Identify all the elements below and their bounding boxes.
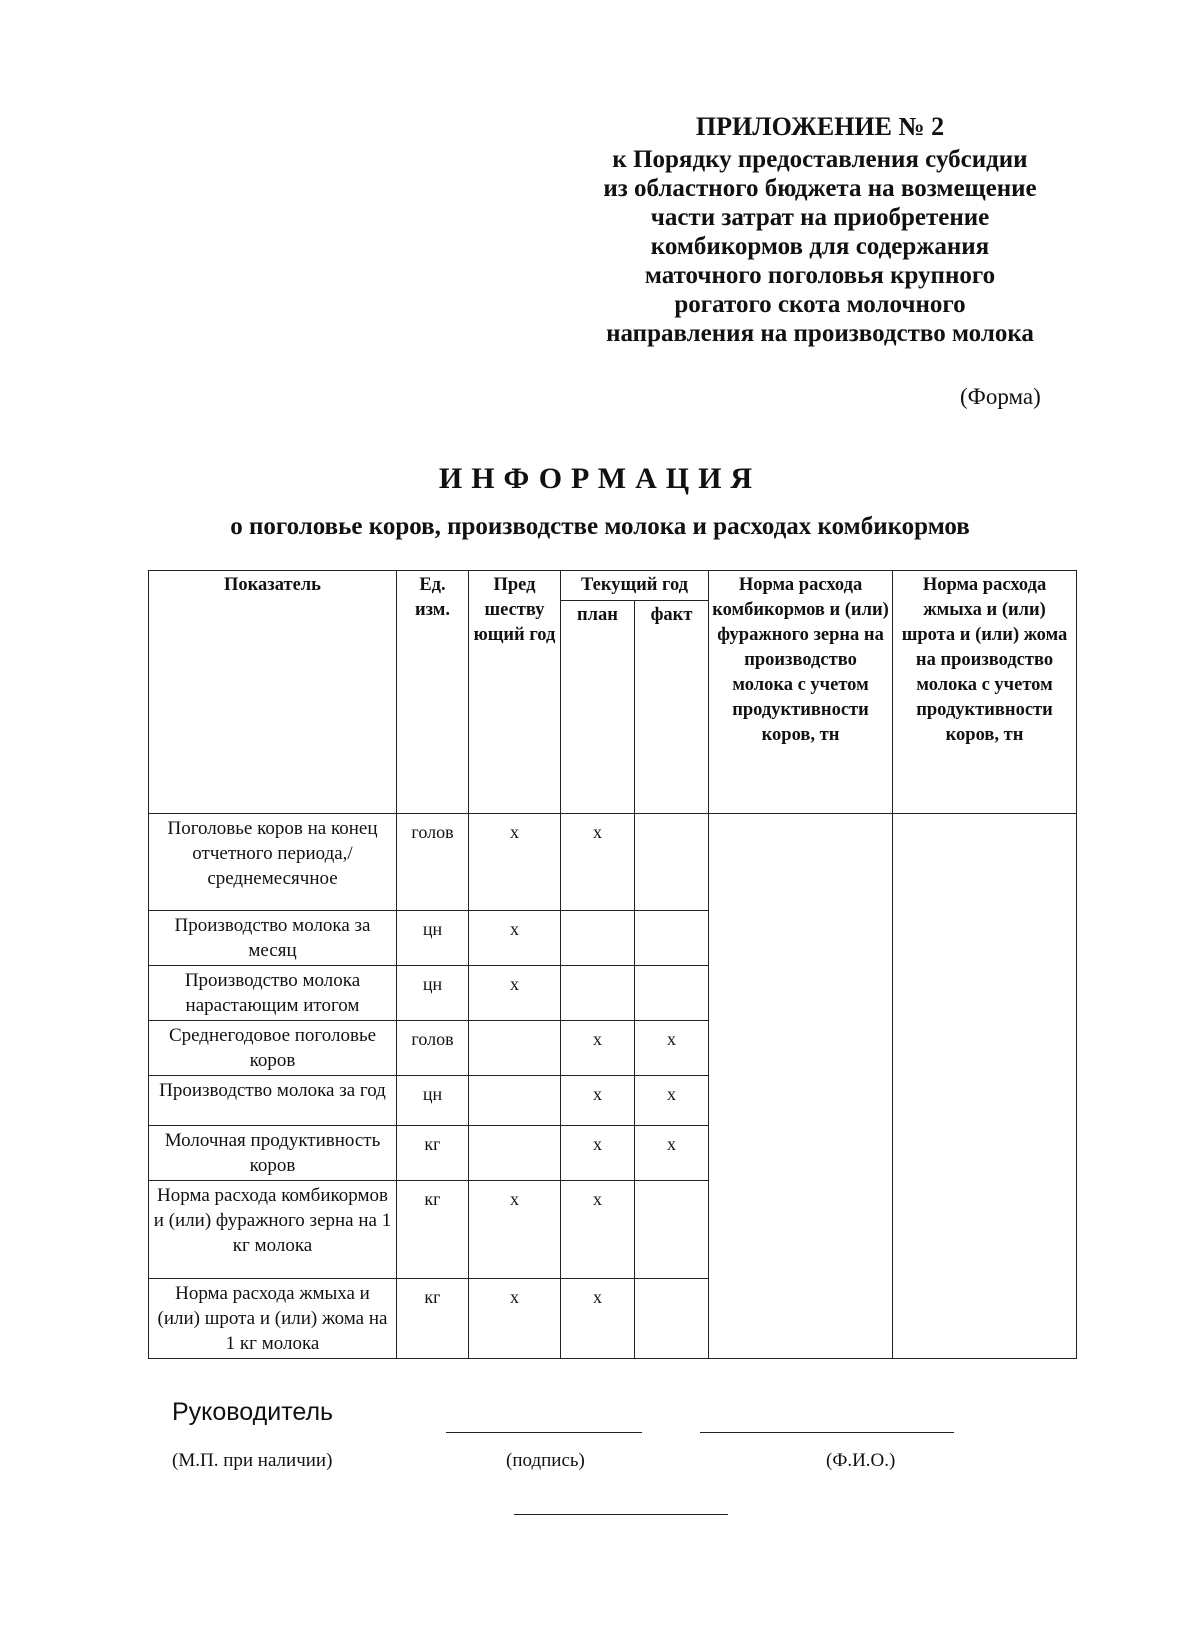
appendix-line: из областного бюджета на возмещение bbox=[603, 175, 1037, 202]
signature-line bbox=[446, 1432, 642, 1433]
date-line bbox=[514, 1514, 728, 1515]
row-fact bbox=[635, 911, 709, 966]
row-plan bbox=[561, 966, 635, 1021]
document-title: ИНФОРМАЦИЯ bbox=[438, 462, 762, 495]
row-previous bbox=[469, 1126, 561, 1181]
row-unit: голов bbox=[397, 814, 469, 911]
row-fact: х bbox=[635, 1021, 709, 1076]
row-plan: х bbox=[561, 1076, 635, 1126]
row-unit: кг bbox=[397, 1181, 469, 1279]
row-indicator: Молочная продуктивность коров bbox=[149, 1126, 397, 1181]
signature-caption: (подпись) bbox=[506, 1450, 585, 1471]
row-fact bbox=[635, 814, 709, 911]
row-indicator: Производство молока нарастающим итогом bbox=[149, 966, 397, 1021]
row-unit: цн bbox=[397, 966, 469, 1021]
row-indicator: Норма расхода комбикормов и (или) фуражного зерна на 1 кг молока bbox=[149, 1181, 397, 1279]
row-plan: х bbox=[561, 1021, 635, 1076]
appendix-line: части затрат на приобретение bbox=[650, 204, 990, 231]
row-previous bbox=[469, 1021, 561, 1076]
row-previous: х bbox=[469, 911, 561, 966]
row-plan: х bbox=[561, 814, 635, 911]
row-indicator: Норма расхода жмыха и (или) шрота и (или) жома на 1 кг молока bbox=[149, 1279, 397, 1359]
appendix-line: к Порядку предоставления субсидии bbox=[612, 146, 1028, 173]
row-previous bbox=[469, 1076, 561, 1126]
row-fact: х bbox=[635, 1126, 709, 1181]
header-norm-feed: Норма расхода комбикормов и (или) фуражного зерна на производство молока с учетом продуктивности коров, тн bbox=[709, 571, 893, 814]
head-label: Руководитель bbox=[172, 1398, 334, 1426]
row-previous: х bbox=[469, 1181, 561, 1279]
row-plan: х bbox=[561, 1279, 635, 1359]
header-current-year: Текущий год bbox=[561, 571, 709, 601]
form-label: (Форма) bbox=[960, 384, 1041, 409]
row-unit: цн bbox=[397, 1076, 469, 1126]
header-row bbox=[149, 571, 1077, 601]
row-fact bbox=[635, 966, 709, 1021]
appendix-line: направления на производство молока bbox=[606, 320, 1034, 347]
row-fact bbox=[635, 1181, 709, 1279]
row-fact: х bbox=[635, 1076, 709, 1126]
header-indicator: Показатель bbox=[149, 571, 397, 814]
header-previous-year: Пред шеству ющий год bbox=[469, 571, 561, 814]
row-indicator: Среднегодовое поголовье коров bbox=[149, 1021, 397, 1076]
header-fact: факт bbox=[635, 601, 709, 814]
row-unit: цн bbox=[397, 911, 469, 966]
stamp-note: (М.П. при наличии) bbox=[172, 1450, 333, 1471]
row-previous: х bbox=[469, 1279, 561, 1359]
table-row bbox=[149, 814, 1077, 911]
row-indicator: Производство молока за месяц bbox=[149, 911, 397, 966]
row-indicator: Производство молока за год bbox=[149, 1076, 397, 1126]
row-plan bbox=[561, 911, 635, 966]
header-unit: Ед. изм. bbox=[397, 571, 469, 814]
row-unit: голов bbox=[397, 1021, 469, 1076]
document-subtitle: о поголовье коров, производстве молока и расходах комбикормов bbox=[230, 513, 970, 540]
name-caption: (Ф.И.О.) bbox=[826, 1450, 896, 1471]
header-plan: план bbox=[561, 601, 635, 814]
header-norm-cake: Норма расхода жмыха и (или) шрота и (или) жома на производство молока с учетом продуктивности коров, тн bbox=[893, 571, 1077, 814]
row-plan: х bbox=[561, 1181, 635, 1279]
row-unit: кг bbox=[397, 1126, 469, 1181]
row-plan: х bbox=[561, 1126, 635, 1181]
norm-feed-cell bbox=[709, 814, 893, 1359]
name-line bbox=[700, 1432, 954, 1433]
row-unit: кг bbox=[397, 1279, 469, 1359]
appendix-title: ПРИЛОЖЕНИЕ № 2 bbox=[695, 112, 945, 141]
info-table bbox=[148, 570, 1077, 1359]
appendix-line: рогатого скота молочного bbox=[674, 291, 966, 318]
row-indicator: Поголовье коров на конец отчетного периода,/ среднемесячное bbox=[149, 814, 397, 911]
appendix-block bbox=[560, 112, 1080, 348]
appendix-line: комбикормов для содержания bbox=[650, 233, 990, 260]
appendix-line: маточного поголовья крупного bbox=[644, 262, 996, 289]
row-previous: х bbox=[469, 966, 561, 1021]
norm-cake-cell bbox=[893, 814, 1077, 1359]
row-fact bbox=[635, 1279, 709, 1359]
row-previous: х bbox=[469, 814, 561, 911]
